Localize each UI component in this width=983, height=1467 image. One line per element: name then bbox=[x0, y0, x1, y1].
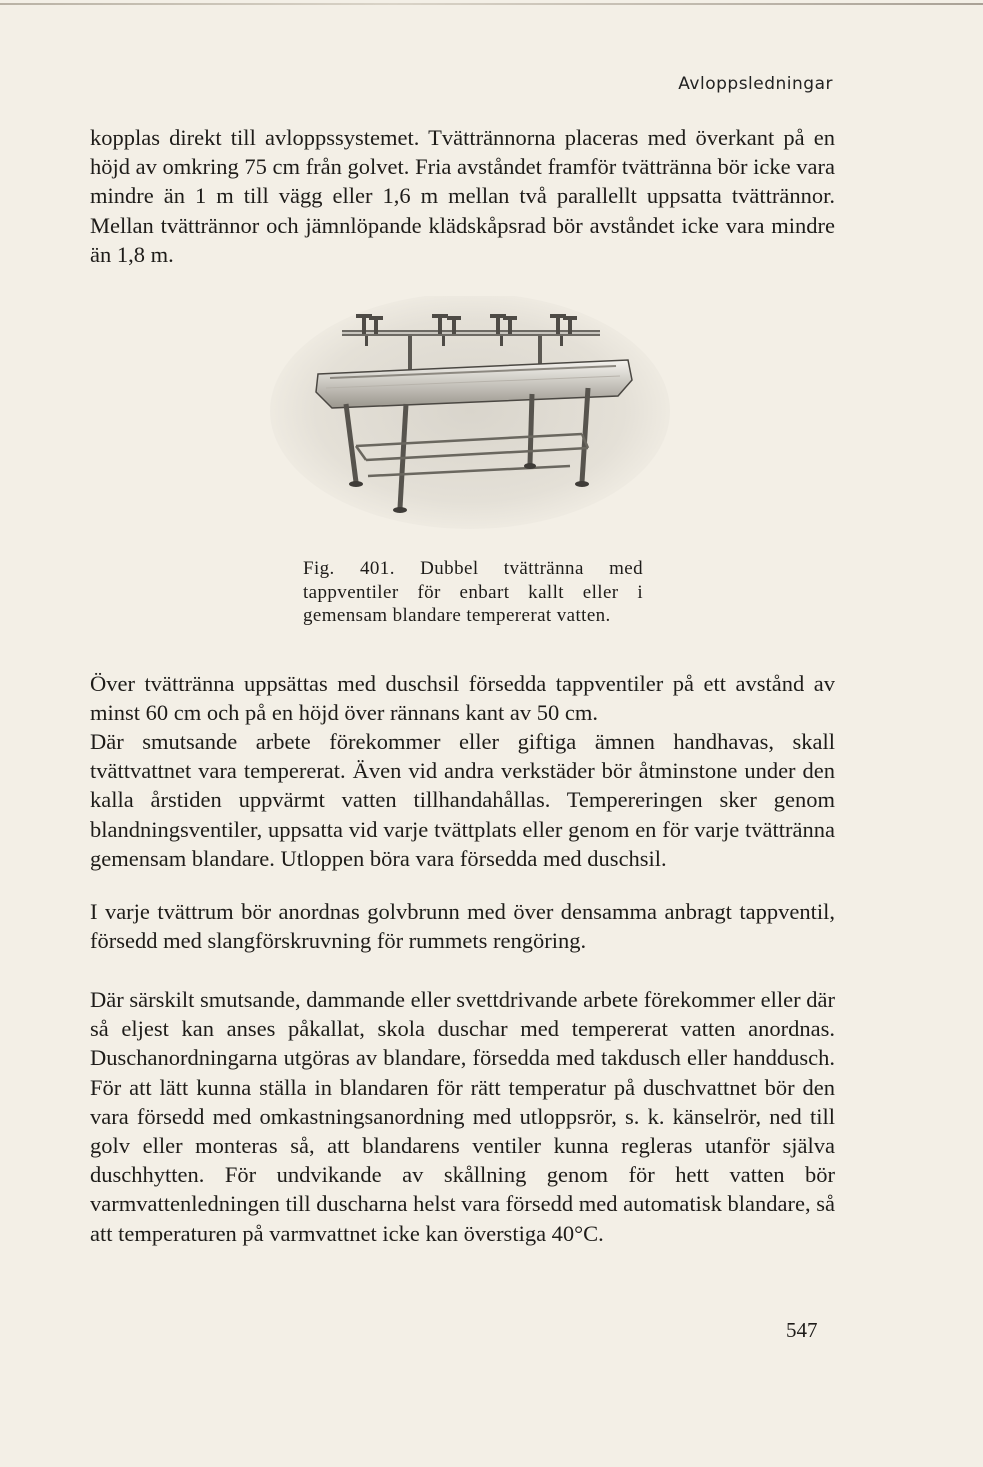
paragraph-5: Där särskilt smutsande, dammande eller svettdrivande arbete förekommer eller där så eljest kan anses påkallat, skola duschar med tempererat vatten anordnas. Duschanordningarna utgöras av blandare, försedda med takdusch eller handdusch. För att lätt kunna ställa in blandaren för rätt temperatur på duschvattnet bör den vara försedd med omkastningsanordning med utloppsrör, s. k. känselrör, ned till golv eller monteras så, att blandarens ventiler kunna regleras utanför själva duschhytten. För undvikande av skållning genom för hett vatten bör varmvattenledningen till duscharna helst vara försedd med automatisk blandare, så att temperaturen på varmvattnet icke kan överstiga 40°C. bbox=[90, 987, 835, 1246]
double-wash-trough-illustration bbox=[270, 296, 670, 532]
page-number: 547 bbox=[786, 1318, 818, 1342]
page-top-edge bbox=[0, 3, 983, 5]
running-header: Avloppsledningar bbox=[678, 74, 833, 94]
paragraph-3: Där smutsande arbete förekommer eller giftiga ämnen handhavas, skall tvättvattnet vara tempererat. Även vid andra verkstäder bör åtminstone under den kalla årstiden uppvärmt vatten tillhandahållas. Tempereringen sker genom blandningsventiler, uppsatta vid varje tvättplats eller genom en för varje tvättränna gemensam blandare. Utloppen böra vara försedda med duschsil. bbox=[90, 729, 835, 871]
figure-caption: Fig. 401. Dubbel tvättränna med tappventiler för enbart kallt eller i gemensam blandare tempererat vatten. bbox=[303, 558, 643, 626]
paragraph-2: Över tvättränna uppsättas med duschsil försedda tappventiler på ett avstånd av minst 60 cm och på en höjd över rännans kant av 50 cm. bbox=[90, 671, 835, 726]
paragraph-1: kopplas direkt till avloppssystemet. Tvättrännorna placeras med överkant på en höjd av omkring 75 cm från golvet. Fria avståndet framför tvättränna bör icke vara mindre än 1 m till vägg eller 1,6 m mellan två parallellt uppsatta tvättrännor. Mellan tvättrännor och jämnlöpande klädskåpsrad bör avståndet icke vara mindre än 1,8 m. bbox=[90, 125, 835, 267]
paragraph-4: I varje tvättrum bör anordnas golvbrunn med över densamma anbragt tappventil, försedd med slangförskruvning för rummets rengöring. bbox=[90, 899, 835, 954]
